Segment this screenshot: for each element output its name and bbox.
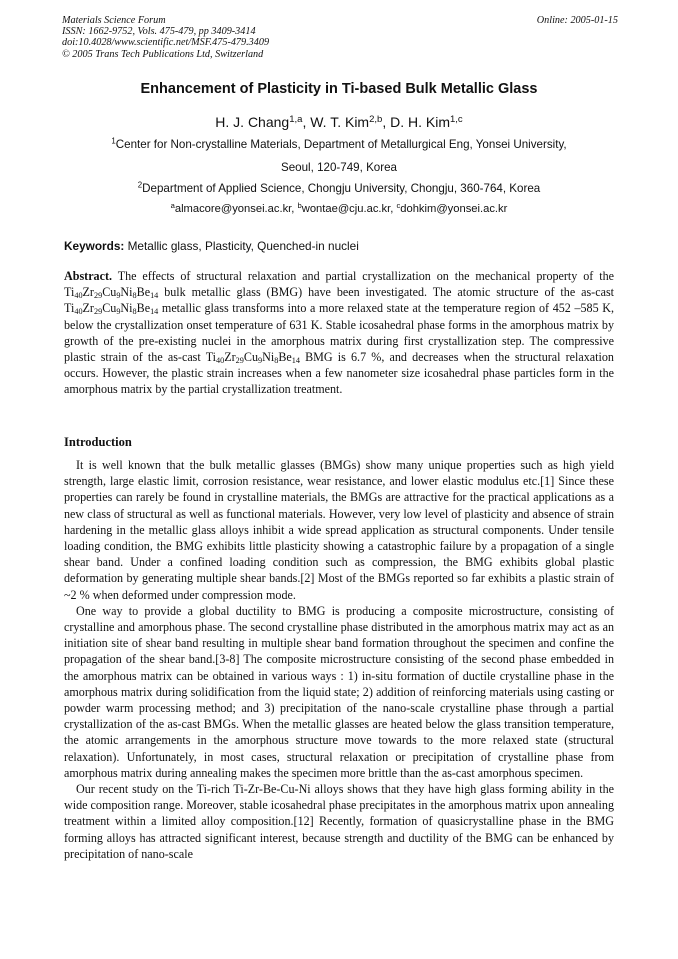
author-name: H. J. Chang (215, 114, 290, 130)
affiliation-1-cont: Seoul, 120-749, Korea (280, 161, 398, 174)
author-name: D. H. Kim (390, 114, 450, 130)
email-marker: c (396, 200, 401, 210)
abstract-text: bulk metallic glass (BMG) have been investigated. The atomic structure of the as-cast (164, 285, 615, 300)
author-name: W. T. Kim (310, 114, 370, 130)
paragraph: It is well known that the bulk metallic glasses (BMGs) show many unique properties such as high yield strength, large elastic limit, corrosion resistance, wear resistance, and lower elastic modulus etc.[1] Since these properties can rarely be found in crystalline materials, the BMGs are attractive for the practical applications as a new class of structural as well as functional materials. However, very low level of plasticity and absence of strain hardening in the metallic glass alloys inhibit a wide spread application as structural components. Under tensile loading condition, the BMG exhibits little plasticity showing a catastrophic failure by a propagation of a single shear band. Under a confined loading condition such as compression, the BMG exhibits global plastic deformation by generating multiple shear bands.[2] Most of the BMGs reported so far exhibits a plastic strain of ~2 % when deformed under compression mode. (64, 458, 614, 602)
abstract-text: metallic glass transforms into a more relaxed state at the temperature region of 452 –585 K, below the crystallization onset temperature of 631 K. Stable icosahedral phase forms in the amorphous matrix by growth of the pre-existing nuclei in the amorphous matrix during first crystallization step. The compressive plastic strain of the as-cast (64, 301, 615, 365)
author-affil-marker: 2,b (369, 113, 383, 125)
doi-line[interactable]: doi:10.4028/www.scientific.net/MSF.475-479.3409 (62, 37, 270, 49)
online-date: Online: 2005-01-15 (536, 15, 618, 26)
affiliation-1 (0, 138, 678, 151)
section-heading: Introduction (64, 435, 132, 449)
affiliation-text: Center for Non-crystalline Materials, Department of Metallurgical Eng, Yonsei University, (115, 138, 567, 151)
abstract (64, 268, 614, 398)
author-affil-marker: 1,a (289, 113, 303, 125)
copyright-line: © 2005 Trans Tech Publications Ltd, Switzerland (62, 48, 264, 60)
abstract-text: BMG is 6.7 %, and decreases when the structural relaxation occurs. However, the plastic strain increases when a few nanometer size icosahedral phase particles form in the amorphous matrix by the partial crystallization treatment. (64, 350, 614, 397)
alloy-formula: $Ti_{40}Zr_{29}Cu_9Ni_8Be_{14}$ (64, 285, 159, 301)
affil-marker: 2 (137, 180, 143, 190)
email-link[interactable]: dohkim@yonsei.ac.kr (400, 203, 508, 215)
email-link[interactable]: almacore@yonsei.ac.kr (174, 203, 292, 215)
author-affil-marker: 1,c (450, 113, 463, 125)
keywords-label: Keywords: (64, 239, 125, 253)
email-marker: a (170, 200, 175, 210)
alloy-formula: $Ti_{40}Zr_{29}Cu_9Ni_8Be_{14}$ (205, 350, 300, 366)
paper-title: Enhancement of Plasticity in Ti-based Bulk Metallic Glass (140, 81, 538, 97)
paragraph: One way to provide a global ductility to BMG is producing a composite microstructure, consisting of crystalline and amorphous phase. The second crystalline phase distributed in the amorphous matrix may act as an initiation site of shear band resulting in multiple shear band formation throughout the specimen and confine the propagation of the shear band.[3-8] The composite microstructure consisting of the second phase embedded in the amorphous matrix can be obtained in various ways : 1) in-situ formation of ductile crystalline phase in the amorphous matrix during solidification from the liquid state; 2) addition of reinforcing materials using casting or powder warm processing method; and 3) precipitation of the nano-scale crystalline phase through a partial crystallization of the as-cast BMGs. When the metallic glasses are heated below the glass transition temperature, the atomic arrangements in the amorphous structure move towards to the more relaxed state (structural relaxation). Unfortunately, in most cases, structural relaxation or precipitation of crystalline phase from amorphous matrix during annealing makes the specimen more brittle than the as-cast amorphous specimen. (64, 603, 614, 780)
keywords-text: Metallic glass, Plasticity, Quenched-in nuclei (127, 239, 359, 253)
issn-line: ISSN: 1662-9752, Vols. 475-479, pp 3409-3414 (62, 26, 256, 38)
introduction-body (64, 457, 614, 862)
email-list: $^a$almacore@yonsei.ac.kr, $^b$wontae@cju.ac.kr, $^c$dohkim@yonsei.ac.kr (170, 200, 508, 215)
journal-header (62, 15, 618, 60)
journal-name: Materials Science Forum (62, 15, 166, 26)
affil-marker: 1 (111, 136, 116, 146)
author-separator: , (302, 114, 311, 130)
email-link[interactable]: wontae@cju.ac.kr (301, 203, 391, 215)
affiliation-text: Department of Applied Science, Chongju University, Chongju, 360-764, Korea (142, 182, 541, 195)
author-list (0, 114, 678, 130)
abstract-text: The effects of structural relaxation and partial crystallization on the mechanical property of the (117, 269, 614, 283)
email-marker: b (297, 200, 302, 210)
paragraph: Our recent study on the Ti-rich Ti-Zr-Be-Cu-Ni alloys shows that they have high glass forming ability in the wide composition range. Moreover, stable icosahedral phase precipitates in the amorphous matrix upon annealing treatment within a limited alloy composition.[12] Recently, formation of quasicrystalline phase in the BMG forming alloys has attracted significant interest, because strength and ductility of the BMG can be enhanced by precipitation of nano-scale (64, 782, 614, 861)
affiliation-2 (0, 182, 678, 195)
abstract-label: Abstract. (64, 269, 113, 283)
alloy-formula: $Ti_{40}Zr_{29}Cu_9Ni_8Be_{14}$ (64, 301, 159, 317)
author-separator: , (382, 114, 391, 130)
keywords-line (64, 239, 616, 253)
